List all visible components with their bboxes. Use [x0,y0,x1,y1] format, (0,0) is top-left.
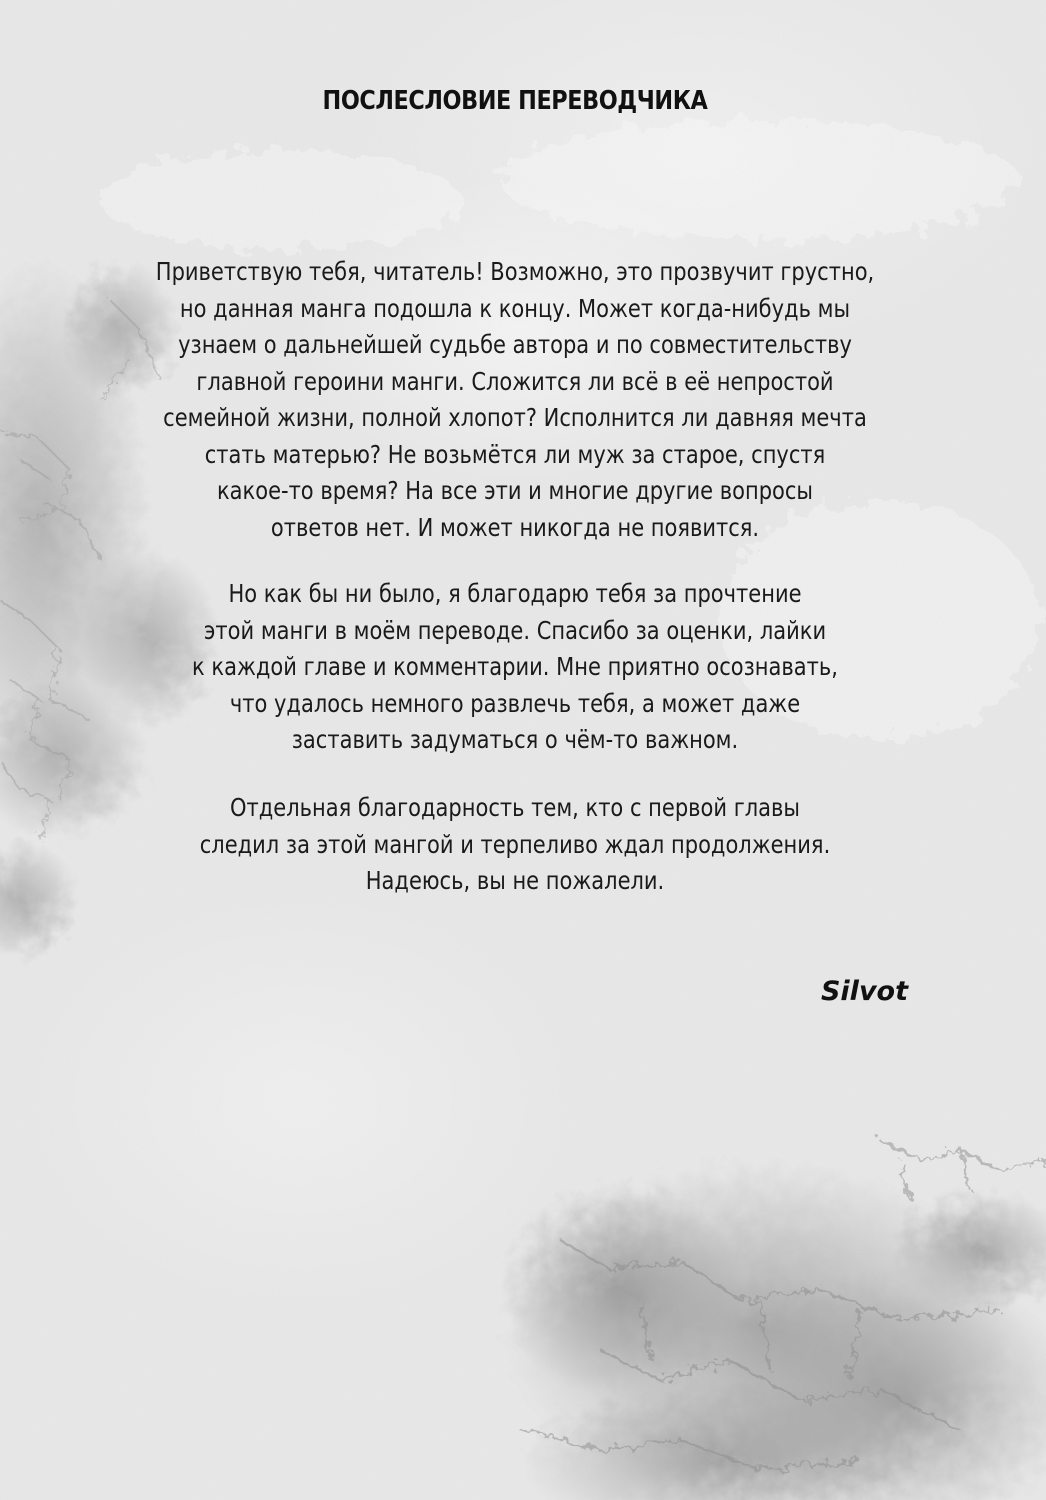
paragraph-line: следил за этой мангой и терпеливо ждал продолжения. [199,829,831,859]
signature: Silvot [820,976,908,1007]
paragraph-line: к каждой главе и комментарии. Мне приятно осознавать, [192,652,838,681]
paragraph-line: заставить задуматься о чём-то важном. [291,725,739,754]
paragraph-line: семейной жизни, полной хлопот? Исполнится ли давняя мечта [163,403,867,432]
page-title: ПОСЛЕСЛОВИЕ ПЕРЕВОДЧИКА [322,86,708,116]
paragraph-3 [116,790,914,900]
paragraph-line: стать матерью? Не возьмётся ли муж за старое, спустя [204,439,826,469]
paragraph-1 [116,254,914,546]
paragraph-line: что удалось немного развлечь тебя, а может даже [229,688,801,718]
paragraph-line: Надеюсь, вы не пожалели. [365,866,665,895]
paragraph-line: Приветствую тебя, читатель! Возможно, это прозвучит грустно, [155,257,875,286]
paragraph-line: Отдельная благодарность тем, кто с первой главы [230,793,800,822]
paragraph-line: ответов нет. И может никогда не появится. [270,512,760,542]
paragraph-line: этой манги в моём переводе. Спасибо за оценки, лайки [203,615,827,645]
paragraph-2 [116,576,914,759]
paragraph-line: какое-то время? На все эти и многие другие вопросы [216,476,814,505]
paragraph-line: узнаем о дальнейшей судьбе автора и по совместительству [178,330,852,359]
paragraph-line: но данная манга подошла к концу. Может когда-нибудь мы [179,293,851,323]
paragraph-line: главной героини манги. Сложится ли всё в её непростой [196,366,834,396]
paragraph-line: Но как бы ни было, я благодарю тебя за прочтение [228,579,802,608]
